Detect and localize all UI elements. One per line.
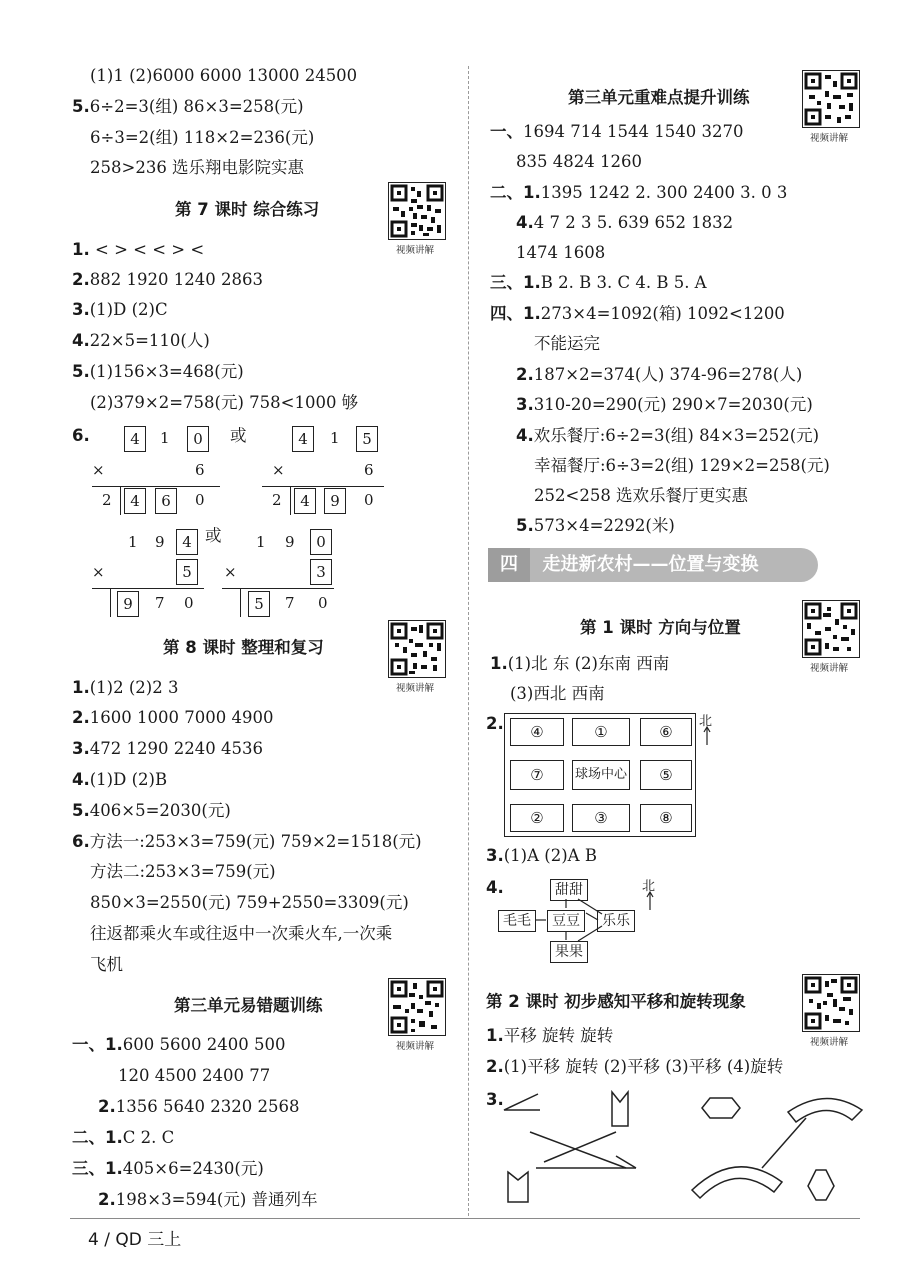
answer-line: 2.187×2=374(人) 374-96=278(人) [516, 365, 803, 384]
answer-line: 1. < > < < > < [72, 240, 205, 259]
answer-line: (3)西北 西南 [510, 684, 605, 703]
answer-line: 835 4824 1260 [516, 152, 642, 171]
answer-line: 850×3=2550(元) 759+2550=3309(元) [90, 893, 409, 912]
answer-line: 幸福餐厅:6÷3=2(组) 129×2=258(元) [534, 456, 830, 475]
qr-code-icon[interactable] [802, 600, 860, 658]
answer-line: 2.882 1920 1240 2863 [72, 270, 263, 289]
answer-line: 4.欢乐餐厅:6÷2=3(组) 84×3=252(元) [516, 426, 820, 445]
qr-caption: 视频讲解 [396, 1041, 435, 1052]
north-arrow-icon [702, 726, 712, 746]
answer-line: 3.(1)A (2)A B [486, 846, 597, 865]
answer-line: (1)1 (2)6000 6000 13000 24500 [90, 66, 358, 85]
answer-line: 120 4500 2400 77 [118, 1066, 271, 1085]
answer-line: 252<258 选欢乐餐厅更实惠 [534, 486, 749, 505]
north-arrow-icon [645, 891, 655, 911]
answer-line: 6÷3=2(组) 118×2=236(元) [90, 128, 315, 147]
name-box: 乐乐 [597, 910, 635, 932]
name-box: 豆豆 [547, 910, 585, 932]
section-heading: 第 1 课时 方向与位置 [580, 618, 741, 637]
answer-line: 方法二:253×3=759(元) [90, 862, 276, 881]
answer-line: 往返都乘火车或往返中一次乘火车,一次乘 [90, 924, 393, 943]
answer-line: 4.22×5=110(人) [72, 331, 210, 350]
grid-cell: ① [572, 718, 630, 746]
qr-caption: 视频讲解 [810, 1037, 849, 1048]
qr-code-icon[interactable] [388, 620, 446, 678]
qr-caption: 视频讲解 [810, 133, 849, 144]
section-heading: 第 2 课时 初步感知平移和旋转现象 [486, 992, 746, 1011]
answer-line: 不能运完 [534, 334, 600, 353]
unit-banner: 四 走进新农村——位置与变换 [488, 548, 818, 582]
answer-line: 5.406×5=2030(元) [72, 801, 231, 820]
answer-line: 4.4 7 2 3 5. 639 652 1832 [516, 213, 734, 232]
page-footer: 4 / QD 三上 [88, 1230, 182, 1250]
answer-line: 4.(1)D (2)B [72, 770, 168, 789]
answer-line: (2)379×2=758(元) 758<1000 够 [90, 393, 359, 412]
qr-caption: 视频讲解 [396, 683, 435, 694]
answer-line: 5.6÷2=3(组) 86×3=258(元) [72, 97, 304, 116]
section-heading: 第三单元重难点提升训练 [568, 88, 750, 107]
section-heading: 第三单元易错题训练 [174, 996, 323, 1015]
grid-cell: ⑧ [640, 804, 692, 832]
or-label: 或 [230, 426, 247, 445]
grid-cell: ④ [510, 718, 564, 746]
answer-line: 1474 1608 [516, 243, 606, 262]
answer-line: 1.(1)2 (2)2 3 [72, 678, 179, 697]
answer-line: 258>236 选乐翔电影院实惠 [90, 158, 305, 177]
answer-line: 3.(1)D (2)C [72, 300, 168, 319]
question-number: 6. [72, 426, 90, 445]
qr-caption: 视频讲解 [810, 663, 849, 674]
question-number: 2. [486, 714, 504, 733]
or-label: 或 [205, 526, 222, 545]
answer-line: 四、1.273×4=1092(箱) 1092<1200 [490, 304, 785, 323]
grid-cell: ⑦ [510, 760, 564, 790]
answer-line: 2.1600 1000 7000 4900 [72, 708, 274, 727]
answer-line: 2.(1)平移 旋转 (2)平移 (3)平移 (4)旋转 [486, 1057, 784, 1076]
answer-line: 1.平移 旋转 旋转 [486, 1026, 614, 1045]
grid-cell: ⑥ [640, 718, 692, 746]
answer-line: 6.方法一:253×3=759(元) 759×2=1518(元) [72, 832, 422, 851]
question-number: 4. [486, 878, 504, 897]
grid-cell: ⑤ [640, 760, 692, 790]
answer-line: 飞机 [90, 955, 123, 974]
column-divider [468, 66, 469, 1216]
qr-code-icon[interactable] [802, 974, 860, 1032]
answer-line: 2.198×3=594(元) 普通列车 [98, 1190, 318, 1209]
north-label: 北 [642, 879, 656, 894]
name-box: 甜甜 [550, 879, 588, 901]
section-heading: 第 8 课时 整理和复习 [163, 638, 324, 657]
section-heading: 第 7 课时 综合练习 [175, 200, 320, 219]
name-box: 毛毛 [498, 910, 536, 932]
answer-line: 三、1.405×6=2430(元) [72, 1159, 264, 1178]
qr-code-icon[interactable] [388, 182, 446, 240]
answer-line: 1.(1)北 东 (2)东南 西南 [490, 654, 670, 673]
grid-cell-center: 球场中心 [572, 760, 630, 790]
answer-line: 一、1.600 5600 2400 500 [72, 1035, 286, 1054]
answer-line: 3.310-20=290(元) 290×7=2030(元) [516, 395, 813, 414]
answer-line: 三、1.B 2. B 3. C 4. B 5. A [490, 273, 707, 292]
qr-code-icon[interactable] [802, 70, 860, 128]
answer-line: 5.573×4=2292(米) [516, 516, 675, 535]
question-number: 3. [486, 1090, 504, 1109]
answer-line: 一、1694 714 1544 1540 3270 [490, 122, 744, 141]
answer-line: 二、1.C 2. C [72, 1128, 175, 1147]
grid-cell: ② [510, 804, 564, 832]
answer-line: 5.(1)156×3=468(元) [72, 362, 244, 381]
name-box: 果果 [550, 941, 588, 963]
qr-code-icon[interactable] [388, 978, 446, 1036]
qr-caption: 视频讲解 [396, 245, 435, 256]
answer-line: 二、1.1395 1242 2. 300 2400 3. 0 3 [490, 183, 788, 202]
matching-shapes [496, 1086, 864, 1214]
footer-rule [70, 1218, 860, 1219]
answer-line: 2.1356 5640 2320 2568 [98, 1097, 300, 1116]
answer-line: 3.472 1290 2240 4536 [72, 739, 263, 758]
grid-cell: ③ [572, 804, 630, 832]
north-label: 北 [699, 714, 713, 729]
